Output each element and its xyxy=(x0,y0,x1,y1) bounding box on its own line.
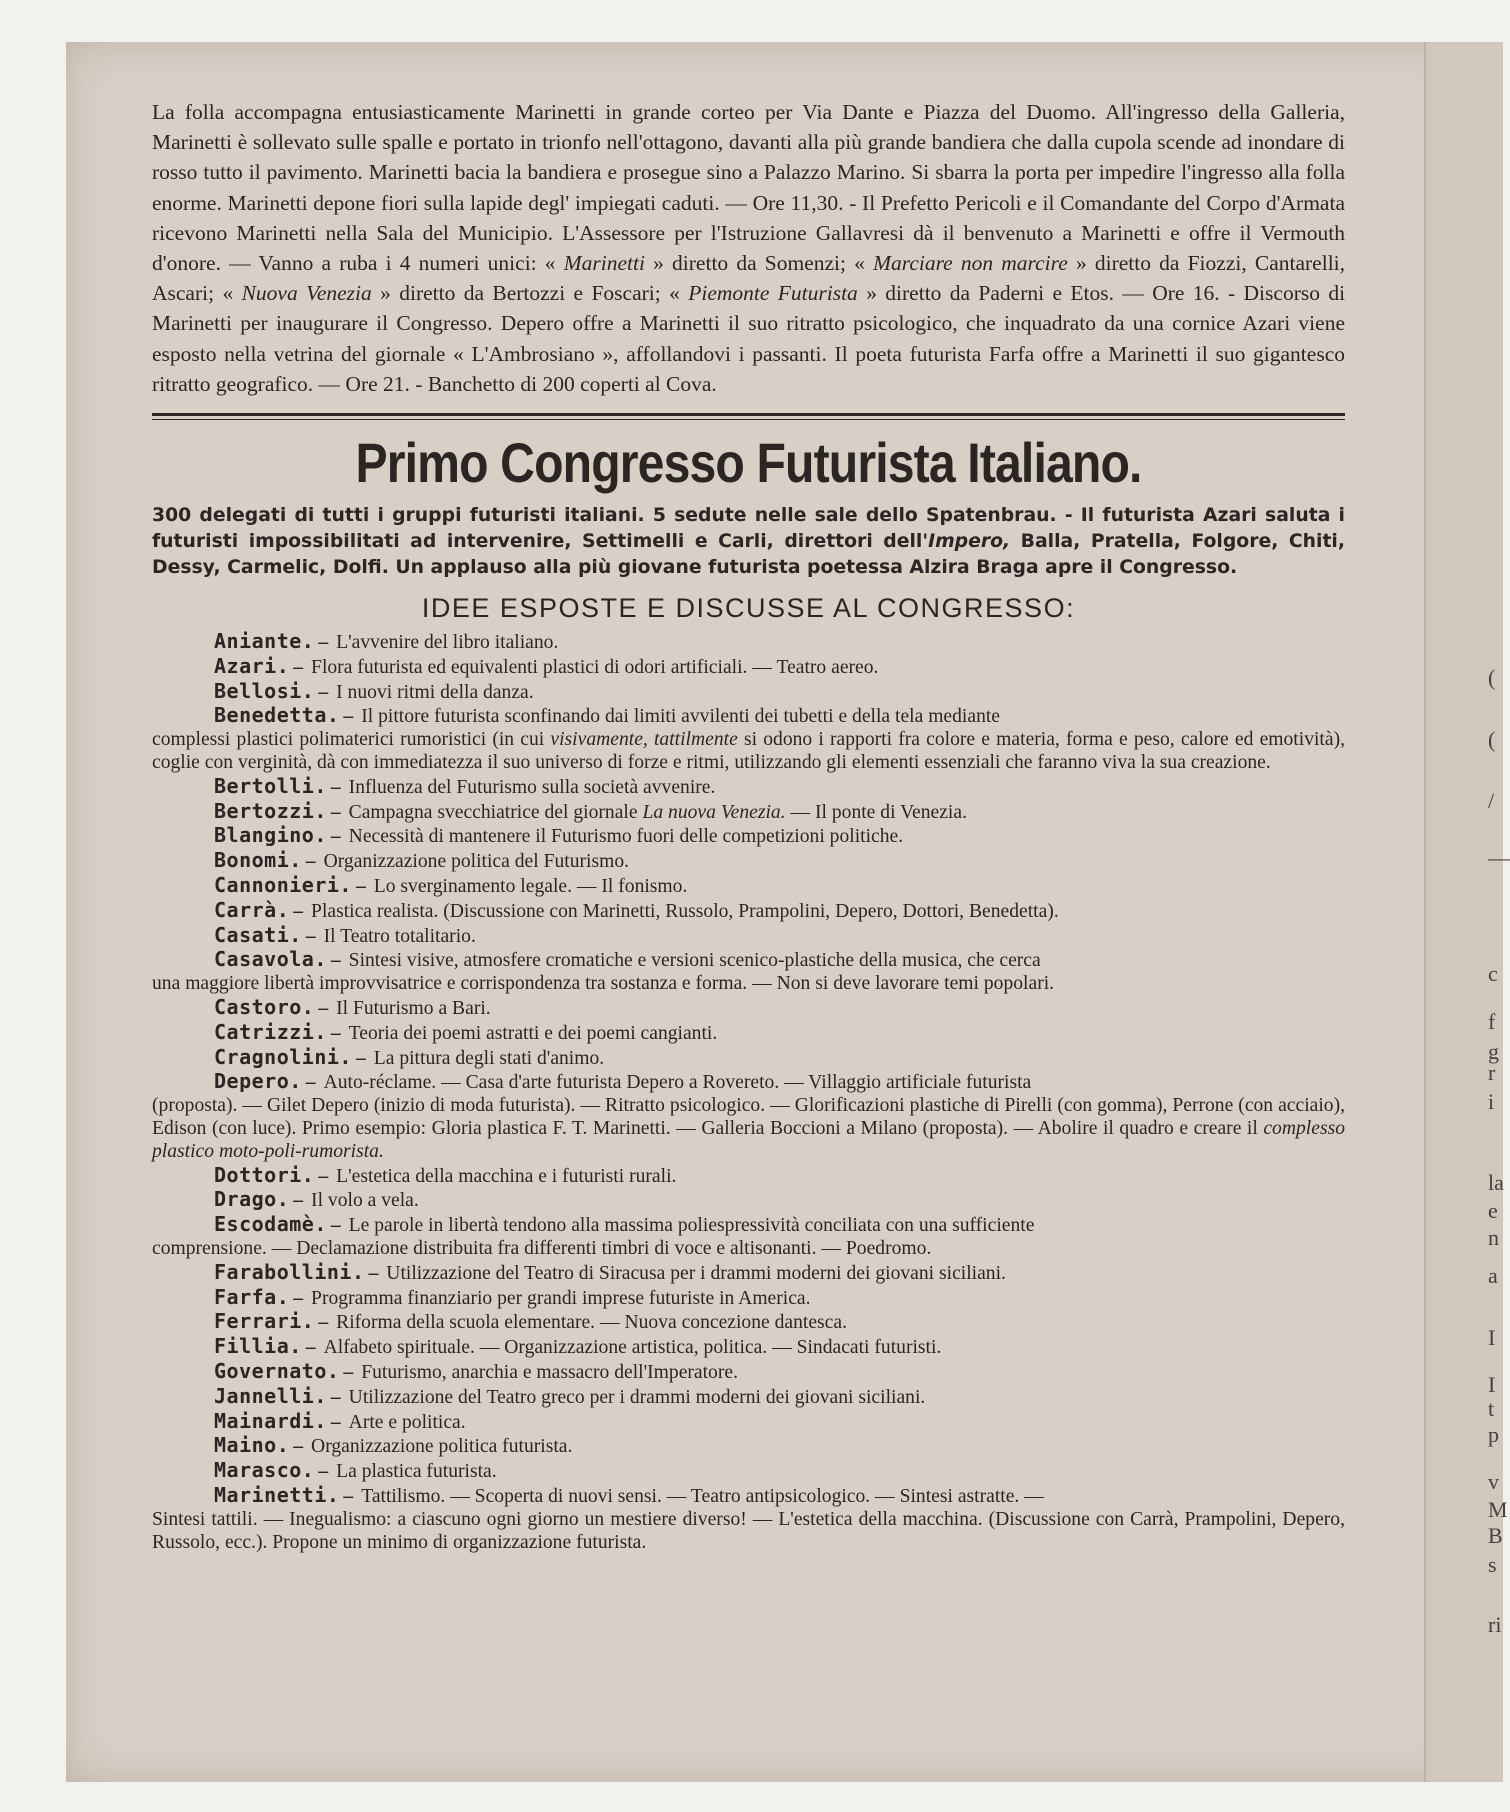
dash-separator: – xyxy=(330,826,341,848)
list-item xyxy=(152,1164,1345,1189)
author-name: Casavola. xyxy=(214,947,327,972)
list-item xyxy=(152,800,1345,825)
author-name: Dottori. xyxy=(214,1162,315,1187)
author-name: Mainardi. xyxy=(214,1408,327,1433)
page-edge-fragment: g xyxy=(1488,1039,1499,1064)
entry-text: Necessità di mantenere il Futurismo fuori delle competizioni politiche. xyxy=(348,826,904,848)
entry-text: Riforma della scuola elementare. — Nuova concezione dantesca. xyxy=(336,1312,847,1334)
author-name: Blangino. xyxy=(214,823,327,848)
entry-text: Il pittore futurista sconfinando dai limiti avvilenti dei tubetti e della tela mediante xyxy=(361,706,1001,728)
author-name: Farabollini. xyxy=(214,1259,365,1284)
dash-separator: – xyxy=(318,681,329,703)
entry-italic: La nuova Venezia. xyxy=(642,801,786,823)
list-item xyxy=(152,630,1345,655)
author-name: Maino. xyxy=(214,1433,290,1458)
entry-text: Teoria dei poemi astratti e dei poemi cangianti. xyxy=(348,1022,718,1044)
dash-separator: – xyxy=(305,1072,316,1094)
dash-separator: – xyxy=(293,900,304,922)
author-name: Aniante. xyxy=(214,629,315,654)
page-edge-fragment: B xyxy=(1488,1523,1503,1548)
dash-separator: – xyxy=(330,801,341,823)
author-name: Marinetti. xyxy=(214,1482,340,1507)
list-item xyxy=(152,1046,1345,1071)
entry-text: (proposta). — Gilet Depero (inizio di moda futurista). — Ritratto psicologico. — Glorificazioni plastiche di Pirelli (con gomma), Perrone (con acciaio), Edison (con luce). Primo esempio: Gloria plastica F. T. Marinetti. — Galleria Boccioni a Milano (proposta). — Abolire il quadro e creare il xyxy=(152,1095,1345,1139)
dash-separator: – xyxy=(343,1361,354,1383)
entry-text: Le parole in libertà tendono alla massima poliespressività conciliata con una sufficiente xyxy=(348,1215,1035,1237)
author-name: Marasco. xyxy=(214,1458,315,1483)
author-name: Bertozzi. xyxy=(214,798,327,823)
list-item xyxy=(152,1484,1345,1554)
page-edge-fragment: / xyxy=(1488,788,1495,813)
dash-separator: – xyxy=(318,632,329,654)
list-item xyxy=(152,1286,1345,1311)
author-name: Jannelli. xyxy=(214,1383,327,1408)
author-name: Castoro. xyxy=(214,994,315,1019)
author-name: Farfa. xyxy=(214,1284,290,1309)
dash-separator: – xyxy=(330,1022,341,1044)
entry-text: Campagna svecchiatrice del giornale xyxy=(348,801,643,823)
list-item xyxy=(152,1335,1345,1360)
page-edge-fragment: e xyxy=(1488,1198,1498,1223)
author-name: Bonomi. xyxy=(214,848,302,873)
page-edge-fragment: ( xyxy=(1488,727,1496,752)
list-item xyxy=(152,996,1345,1021)
entry-italic: visivamente, tattilmente xyxy=(550,729,738,751)
page-edge-fragment: ( xyxy=(1488,665,1496,690)
entry-text: Auto-réclame. — Casa d'arte futurista Depero a Rovereto. — Villaggio artificiale futurista xyxy=(323,1072,1032,1094)
entry-text: Utilizzazione del Teatro greco per i drammi moderni dei giovani siciliani. xyxy=(348,1386,926,1408)
list-item xyxy=(152,824,1345,849)
dash-separator: – xyxy=(330,1386,341,1408)
list-item xyxy=(152,1188,1345,1213)
entry-text: I nuovi ritmi della danza. xyxy=(336,681,534,703)
entry-text: complessi plastici polimaterici rumoristici (in cui xyxy=(152,729,551,751)
dash-separator: – xyxy=(330,950,341,972)
dash-separator: – xyxy=(318,1165,329,1187)
page-edge-fragment: la xyxy=(1488,1170,1504,1195)
dash-separator: – xyxy=(330,1215,341,1237)
list-item xyxy=(152,1213,1345,1261)
author-name: Cragnolini. xyxy=(214,1044,352,1069)
author-name: Bertolli. xyxy=(214,773,327,798)
dash-separator: – xyxy=(305,1337,316,1359)
section-heading: IDEE ESPOSTE E DISCUSSE AL CONGRESSO: xyxy=(421,593,1076,624)
page-edge-fragment: I xyxy=(1488,1325,1496,1350)
dash-separator: – xyxy=(343,1485,354,1507)
author-name: Cannonieri. xyxy=(214,873,352,897)
entry-text: Programma finanziario per grandi imprese futuriste in America. xyxy=(311,1287,811,1309)
list-item xyxy=(152,849,1345,874)
entry-text: Tattilismo. — Scoperta di nuovi sensi. — Teatro antipsicologico. — Sintesi astratte. — xyxy=(361,1485,1044,1507)
author-name: Governato. xyxy=(214,1358,340,1383)
entry-text: Il volo a vela. xyxy=(311,1190,419,1212)
entry-text: Organizzazione politica del Futurismo. xyxy=(323,851,630,873)
dash-separator: – xyxy=(318,997,329,1019)
page-edge-fragment: c xyxy=(1488,961,1498,986)
author-name: Azari. xyxy=(214,653,290,678)
page-edge-fragment: p xyxy=(1488,1422,1499,1447)
subheadline: 300 delegati di tutti i gruppi futuristi italiani. 5 sedute nelle sale dello Spatenbrau. - Il futurista Azari saluta i futuristi impossibilitati ad intervenire, Settimelli e Carli, direttori dell'Impero, Balla, Pratella, Folgore, Chiti, Dessy, Carmelic, Dolfi. Un applauso alla più giovane futurista poetessa Alzira Braga apre il Congresso. xyxy=(152,505,1345,579)
dash-separator: – xyxy=(305,925,316,947)
page-edge-fragment: M xyxy=(1488,1497,1508,1522)
entry-text: Sintesi visive, atmosfere cromatiche e versioni scenico-plastiche della musica, che cerca xyxy=(348,950,1041,972)
intro-paragraph: La folla accompagna entusiasticamente Marinetti in grande corteo per Via Dante e Piazza del Duomo. All'ingresso della Galleria, Marinetti è sollevato sulle spalle e portato in trionfo nell'ottagono, davanti alla più grande bandiera che dalla cupola scende ad inondare di rosso tutto il pavimento. Marinetti bacia la bandiera e prosegue sino a Palazzo Marino. Si sbarra la porta per impedire l'ingresso alla folla enorme. Marinetti depone fiori sulla lapide degl' impiegati caduti. — Ore 11,30. - Il Prefetto Pericoli e il Comandante del Corpo d'Armata ricevono Marinetti nella Sala del Municipio. L'Assessore per l'Istruzione Gallavresi dà il benvenuto a Marinetti e offre il Vermouth d'onore. — Vanno a ruba i 4 numeri unici: « Marinetti » diretto da Somenzi; « Marciare non marcire » diretto da Fiozzi, Cantarelli, Ascari; « Nuova Venezia » diretto da Bertozzi e Foscari; « Piemonte Futurista » diretto da Paderni e Etos. — Ore 16. - Discorso di Marinetti per inaugurare il Congresso. Depero offre a Marinetti il suo ritratto psicologico, che inquadrato da una cornice Azari viene esposto nella vetrina del giornale « L'Ambrosiano », affollandovi i passanti. Il poeta futurista Farfa offre a Marinetti il suo gigantesco ritratto geografico. — Ore 21. - Banchetto di 200 coperti al Cova. xyxy=(152,100,1346,396)
entry-text: Influenza del Futurismo sulla società avvenire. xyxy=(348,776,716,798)
entry-text: Plastica realista. (Discussione con Marinetti, Russolo, Prampolini, Depero, Dottori, Benedetta). xyxy=(311,900,1059,922)
author-name: Drago. xyxy=(214,1187,290,1212)
list-item xyxy=(152,704,1345,774)
entry-text: Futurismo, anarchia e massacro dell'Imperatore. xyxy=(361,1361,738,1383)
page-content xyxy=(152,97,1345,1554)
author-name: Ferrari. xyxy=(214,1309,315,1334)
list-item xyxy=(152,1021,1345,1046)
page-edge-fragment: ri xyxy=(1488,1612,1502,1637)
list-item xyxy=(152,1261,1345,1286)
ideas-list xyxy=(152,630,1345,1554)
entry-text: Alfabeto spirituale. — Organizzazione artistica, politica. — Sindacati futuristi. xyxy=(323,1337,942,1359)
entry-text: Lo sverginamento legale. — Il fonismo. xyxy=(373,876,688,897)
author-name: Casati. xyxy=(214,922,302,947)
entry-text: La plastica futurista. xyxy=(336,1461,497,1483)
entry-text: si odono i rapporti fra colore e materia, forma e peso, calore ed emotività), coglie con verginità, dà con immediatezza il suo universo di forze e ritmi, utilizzando gli elementi essenziali che faranno viva la sua creazione. xyxy=(152,729,1345,774)
dash-separator: – xyxy=(355,876,366,897)
page-edge-fragment: i xyxy=(1488,1089,1495,1114)
author-name: Escodamè. xyxy=(214,1212,327,1237)
entry-text: Il Futurismo a Bari. xyxy=(336,997,491,1019)
page-edge-fragment: n xyxy=(1488,1225,1499,1250)
entry-text: Utilizzazione del Teatro di Siracusa per i drammi moderni dei giovani siciliani. xyxy=(386,1262,1006,1284)
author-name: Bellosi. xyxy=(214,678,315,703)
dash-separator: – xyxy=(318,1461,329,1483)
adjacent-page-edge xyxy=(1424,42,1510,1782)
entry-first-line xyxy=(152,1213,1345,1238)
list-item xyxy=(152,1360,1345,1385)
entry-text: Organizzazione politica futurista. xyxy=(311,1436,573,1458)
dash-separator: – xyxy=(318,1312,329,1334)
entry-text: comprensione. — Declamazione distribuita fra differenti timbri di voce e altisonanti. — Poedromo. xyxy=(152,1237,932,1259)
dash-separator: – xyxy=(343,706,354,728)
page-edge-fragment: r xyxy=(1488,1060,1496,1085)
entry-text: L'avvenire del libro italiano. xyxy=(336,632,559,654)
dash-separator: – xyxy=(330,1411,341,1433)
entry-text: Il Teatro totalitario. xyxy=(323,925,476,947)
list-item xyxy=(152,1310,1345,1335)
entry-first-line xyxy=(152,704,1345,729)
list-item xyxy=(152,899,1345,924)
entry-first-line xyxy=(152,1484,1345,1509)
entry-text: una maggiore libertà improvvisatrice e corrispondenza tra sostanza e forma. — Non si deve lavorare temi popolari. xyxy=(152,973,1055,995)
entry-italic: complesso plastico moto-poli-rumorista. xyxy=(152,1117,1345,1162)
page-edge-fragment: I xyxy=(1488,1372,1496,1397)
entry-text: Sintesi tattili. — Inegualismo: a ciascuno ogni giorno un mestiere diverso! — L'estetica della macchina. (Discussione con Carrà, Prampolini, Depero, Russolo, ecc.). Propone un minimo di organizzazione futurista. xyxy=(152,1508,1345,1553)
dash-separator: – xyxy=(293,1190,304,1212)
list-item xyxy=(152,1459,1345,1484)
dash-separator: – xyxy=(305,851,316,873)
author-name: Catrizzi. xyxy=(214,1019,327,1044)
author-name: Benedetta. xyxy=(214,703,340,728)
dash-separator: – xyxy=(330,776,341,798)
list-item xyxy=(152,1385,1345,1410)
dash-separator: – xyxy=(355,1047,366,1069)
entry-text: Arte e politica. xyxy=(348,1411,466,1433)
list-item xyxy=(152,1434,1345,1459)
page-edge-fragment: a xyxy=(1488,1263,1498,1288)
page-edge-fragment: f xyxy=(1488,1009,1496,1034)
double-rule-divider xyxy=(152,413,1345,420)
list-item xyxy=(152,1070,1345,1163)
list-item xyxy=(152,655,1345,680)
list-item xyxy=(152,874,1345,899)
list-item xyxy=(152,948,1345,996)
author-name: Fillia. xyxy=(214,1334,302,1359)
dash-separator: – xyxy=(293,1287,304,1309)
entry-text: L'estetica della macchina e i futuristi rurali. xyxy=(336,1165,677,1187)
author-name: Carrà. xyxy=(214,897,290,922)
dash-separator: – xyxy=(368,1262,379,1284)
page-edge-fragment: — xyxy=(1488,845,1510,870)
entry-first-line xyxy=(152,948,1345,973)
list-item xyxy=(152,1410,1345,1435)
list-item xyxy=(152,775,1345,800)
entry-text: Flora futurista ed equivalenti plastici di odori artificiali. — Teatro aereo. xyxy=(311,656,879,678)
list-item xyxy=(152,680,1345,705)
page-edge-fragment: t xyxy=(1488,1396,1495,1421)
entry-text: La pittura degli stati d'animo. xyxy=(373,1047,605,1069)
dash-separator: – xyxy=(293,656,304,678)
page-edge-fragment: v xyxy=(1488,1469,1499,1494)
author-name: Depero. xyxy=(214,1069,302,1094)
page-edge-fragment: s xyxy=(1488,1552,1497,1577)
headline: Primo Congresso Futurista Italiano. xyxy=(355,431,1142,495)
list-item xyxy=(152,924,1345,949)
dash-separator: – xyxy=(293,1436,304,1458)
entry-first-line xyxy=(152,1070,1345,1095)
entry-text: — Il ponte di Venezia. xyxy=(785,801,967,823)
